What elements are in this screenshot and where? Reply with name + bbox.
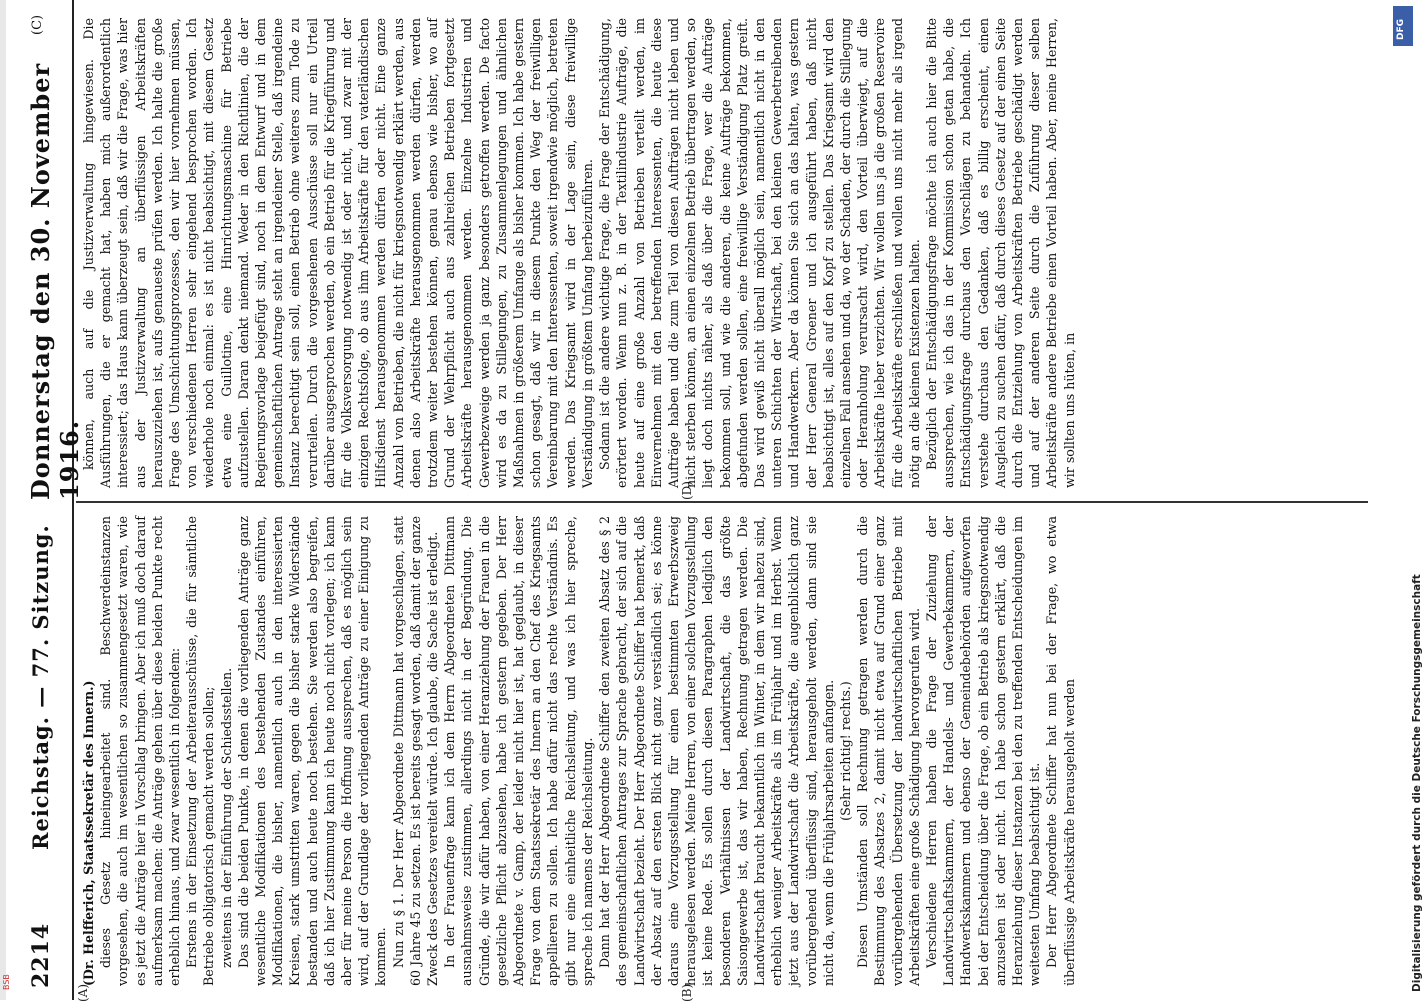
session-title: Reichstag. — 77. Sitzung. bbox=[28, 524, 53, 850]
paragraph: Das sind die beiden Punkte, in denen die vorliegenden Anträge ganz wesentliche Modifikationen des bestehenden Zustandes einführen, Modifikationen, die bisher, namentlich auch in den interessierten Kreisen, stark umstritten waren, gegen die bisher starke Widerstände bestanden und auch heute noch bestehen. Sie werden also begreifen, daß ich hier Zustimmung kann ich heute noch nicht vorlegen; ich kann aber für meine Person die Hoffnung aussprechen, daß es möglich sein wird, auf der Grundlage der vorliegenden Anträge zu einer Einigung zu kommen. bbox=[235, 516, 389, 986]
paragraph: Nun zu § 1. Der Herr Abgeordnete Dittmann hat vorgeschlagen, statt 60 Jahre 45 zu setzen. Es ist bereits gesagt worden, daß damit der ganze Zweck des Gesetzes vereitelt würde. Ich glaube, die Sache ist erledigt. bbox=[390, 516, 441, 986]
page-number: 2214 bbox=[28, 922, 54, 988]
paragraph: Sodann ist die andere wichtige Frage, die Frage der Entschädigung, erörtert worden. Wenn nun z. B. in der Textilindustrie Aufträge, die heute auf eine große Anzahl von Betrieben verteilt werden, im Einvernehmen mit den betreffenden Interessenten, die heute diese Aufträge haben und die zum Teil von diesen Aufträgen nicht leben und nicht sterben können, an einen einzelnen Betrieb übertragen werden, so liegt doch nichts näher, als daß über die Frage, wer die Aufträge bekommen soll, und wie die anderen, die keine Aufträge bekommen, abgefunden werden sollen, eine freiwillige Verständigung Platz greift. Das wird gewiß nicht überall möglich sein, namentlich nicht in den unteren Schichten der Wirtschaft, bei den kleinen Gewerbetreibenden und Handwerkern. Aber da können Sie sich an das halten, was gestern der Herr General Groener und ich ausgeführt haben, daß nicht beabsichtigt ist, alles auf den Kopf zu stellen. Das Kriegsamt wird den einzelnen Fall ansehen und da, wo der Schaden, der durch die Stillegung oder Heranholung verursacht wird, den Vorteil überwiegt, auf die Arbeitskräfte lieber verzichten. Wir wollen uns ja die großen Reservoire für die Arbeitskräfte erschließen und wollen uns nicht mehr als irgend nötig an die kleinen Existenzen halten. bbox=[597, 18, 922, 488]
text-column-right bbox=[80, 18, 1370, 488]
paragraph: Dann hat der Herr Abgeordnete Schiffer den zweiten Absatz des § 2 des gemeinschaftlichen Antrages zur Sprache gebracht, der sich auf die Landwirtschaft bezieht. Der Herr Abgeordnete Schiffer hat bemerkt, daß der Absatz auf den ersten Blick nicht ganz verständlich sei; es könne daraus eine Vorzugsstellung für einen bestimmten Erwerbszweig herausgelesen werden. Meine Herren, von einer solchen Vorzugsstellung ist keine Rede. Es sollen durch diesen Paragraphen lediglich den besonderen Verhältnissen der Landwirtschaft, die das größte Saisongewerbe ist, das wir haben, Rechnung getragen werden. Die Landwirtschaft braucht bekanntlich im Winter, in dem wir nahezu sind, erheblich weniger Arbeitskräfte als im Frühjahr und im Herbst. Wenn jetzt aus der Landwirtschaft die Arbeitskräfte, die augenblicklich ganz vorübergehend überflüssig sind, herausgeholt werden, dann sind sie nicht da, wenn die Frühjahrsarbeiten anfangen. bbox=[597, 516, 836, 986]
speaker-line: (Dr. Helfferich, Staatssekretär des Innern.) bbox=[81, 680, 96, 986]
text-column-left bbox=[80, 516, 1370, 986]
paragraph: Bezüglich der Entschädigungsfrage möchte ich auch hier die Bitte aussprechen, wie ich das in der Kommission schon getan habe, die Entschädigungsfrage durchaus den Vorschlägen zu behandeln. Ich verstehe durchaus den Gedanken, daß es billig erscheint, einen Ausgleich zu suchen dafür, daß durch dieses Gesetz auf der einen Seite durch die Entziehung von Arbeitskräften Betriebe geschädigt werden und auf der anderen Seite durch die Zuführung dieser selben Arbeitskräfte andere Betriebe einen Vorteil haben. Aber, meine Herren, wir sollten uns hüten, in bbox=[923, 18, 1077, 488]
paragraph: Der Herr Abgeordnete Schiffer hat nun bei der Frage, wo etwa überflüssige Arbeitskräfte herausgeholt werden bbox=[1044, 516, 1077, 986]
credit-text: Digitalisierung gefördert durch die Deutsche Forschungsgemeinschaft bbox=[1411, 574, 1423, 992]
marker-c: (C) bbox=[30, 14, 45, 35]
digitization-credit bbox=[1393, 8, 1423, 992]
paragraph: Verschiedene Herren haben die Frage der Zuziehung der Landwirtschaftskammern, der Handels- und Gewerbekammern, der Handwerkskammern und ebenso der Gemeindebehörden aufgeworfen bei der Entscheidung über die Frage, ob ein Betrieb als kriegsnotwendig anzusehen ist oder nicht. Ich habe schon gestern erklärt, daß die Heranziehung dieser Instanzen bei den zu treffenden Entscheidungen im weitesten Umfang beabsichtigt ist. bbox=[923, 516, 1043, 986]
paragraph: Erstens in der Einsetzung der Arbeiterausschüsse, die für sämtliche Betriebe obligatorisch gemacht werden sollen; bbox=[184, 516, 217, 986]
marker-d: (D) bbox=[680, 481, 694, 500]
marker-a: (A) bbox=[76, 983, 90, 1002]
paragraph: können, auch auf die Justizverwaltung hingewiesen. Die Ausführungen, die er gemacht hat, haben mich außerordentlich interessiert; das Haus kann überzeugt sein, daß wir die Frage, was hier aus der Justizverwaltung an überflüssigen Arbeitskräften herauszuziehen ist, aufs genaueste prüfen werden. Ich halte die große Frage des Umschichtungsprozesses, den wir hier vornehmen müssen, von verschiedenen Herren sehr eingehend besprochen worden. Ich wiederhole noch einmal: es ist nicht beabsichtigt, mit diesem Gesetz etwa eine Guillotine, eine Hinrichtungsmaschine für Betriebe aufzustellen. Daran denkt niemand. Weder in den Richtlinien, die der Regierungsvorlage beigefügt sind, noch in dem Entwurf und in dem gemeinschaftlichen Antrage steht an irgendeiner Stelle, daß irgendeine Instanz berechtigt sein soll, einen Betrieb ohne weiteres zum Tode zu verurteilen. Durch die vorgesehenen Ausschüsse soll nur ein Urteil darüber ausgesprochen werden, ob ein Betrieb für die Kriegführung und für die Volksversorgung notwendig ist oder nicht, und zwar mit der einzigen Rechtsfolge, ob aus ihm Arbeitskräfte für den vaterländischen Hilfsdienst herausgenommen werden dürfen oder nicht. Eine ganze Anzahl von Betrieben, die nicht für kriegsnotwendig erklärt werden, aus denen also Arbeitskräfte herausgenommen werden dürfen, werden trotzdem weiter bestehen können, genau ebenso wie bisher, wo auf Grund der Wehrpflicht auch aus zahlreichen Betrieben fortgesetzt Arbeitskräfte herausgenommen werden. Einzelne Industrien und Gewerbezweige werden ja ganz besonders getroffen werden. De facto wird es da zu Stillegungen, zu Zusammenlegungen und ähnlichen Maßnahmen in größerem Umfange als bisher kommen. Ich habe gestern schon gesagt, daß wir in diesem Punkte den Weg der freiwilligen Vereinbarung mit den Interessenten, soweit irgendwie möglich, betreten werden. Das Kriegsamt wird in der Lage sein, diese freiwillige Verständigung in größtem Umfang herbeizuführen. bbox=[81, 18, 595, 488]
session-date: Donnerstag den 30. November 1916. bbox=[26, 62, 84, 500]
paragraph: zweitens in der Einführung der Schiedsstellen. bbox=[218, 667, 234, 968]
column-divider bbox=[76, 501, 1368, 503]
paragraph: (Sehr richtig! rechts.) bbox=[837, 681, 853, 821]
newspaper-page bbox=[20, 0, 1380, 1000]
paragraph: Diesen Umständen soll Rechnung getragen werden durch die Bestimmung des Absatzes 2, damit nicht etwa auf Grund einer ganz vorübergehenden Übersetzung der landwirtschaftlichen Betriebe mit Arbeitskräften eine große Schädigung hervorgerufen wird. bbox=[855, 516, 922, 986]
dfg-logo: DFG bbox=[1393, 6, 1413, 46]
paragraph: dieses Gesetz hineingearbeitet sind. Beschwerdeinstanzen vorgesehen, die auch im wesentlichen so zusammengesetzt waren, wie es jetzt die Anträge hier in Vorschlag bringen. Aber ich muß doch darauf aufmerksam machen: die Anträge gehen über diese beiden Punkte recht erheblich hinaus, und zwar wesentlich in folgendem: bbox=[98, 516, 183, 986]
page-header bbox=[20, 0, 84, 1000]
paragraph: In der Frauenfrage kann ich dem Herrn Abgeordneten Dittmann ausnahmsweise zustimmen, allerdings nicht in der Begründung. Die Gründe, die wir dafür haben, von einer Heranziehung der Frauen in die gesetzliche Pflicht abzusehen, habe ich gestern gegeben. Der Herr Abgeordnete v. Gamp, der leider nicht hier ist, hat geglaubt, in dieser Frage von dem Staatssekretär des Innern an den Chef des Kriegsamts appellieren zu sollen. Ich habe dafür nicht das rechte Verständnis. Es gibt nur eine einheitliche Reichsleitung, und was ich hier spreche, spreche ich namens der Reichsleitung. bbox=[442, 516, 595, 986]
library-stamp: BSB bbox=[2, 974, 11, 990]
marker-b: (B) bbox=[680, 983, 694, 1002]
